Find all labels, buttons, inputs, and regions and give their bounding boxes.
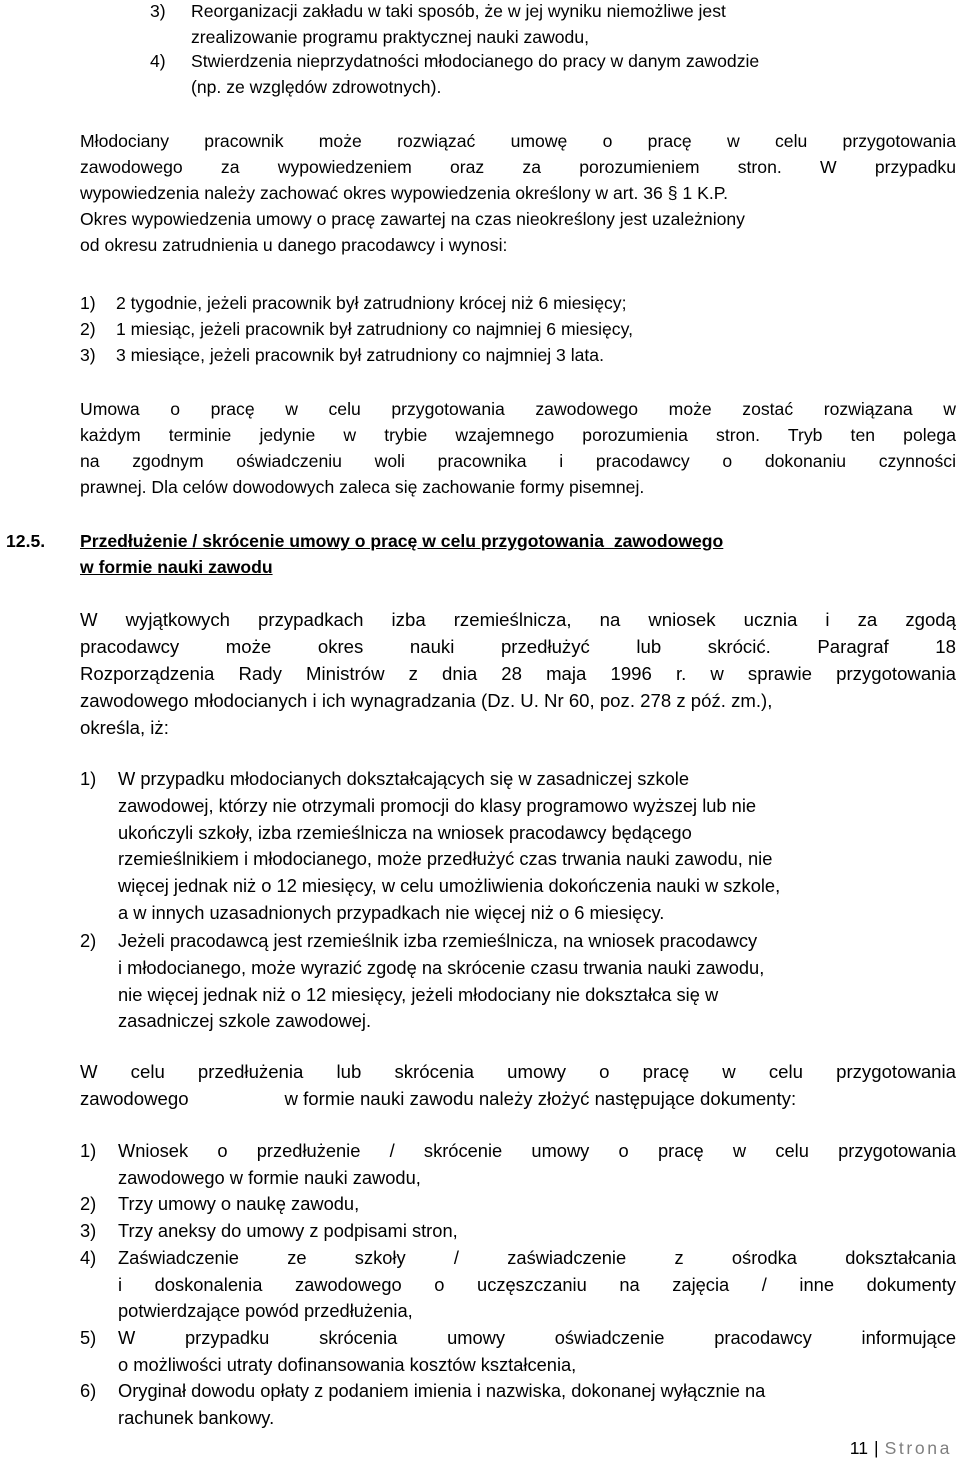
list-text: 2 tygodnie, jeżeli pracownik był zatrudniony krócej niż 6 miesięcy; <box>116 293 627 313</box>
paragraph-line: wypowiedzenia należy zachować okres wypowiedzenia określony w art. 36 § 1 K.P. <box>80 183 729 203</box>
paragraph-line: zawodowego w formie nauki zawodu należy złożyć następujące dokumenty: <box>80 1088 797 1109</box>
list-text-line: Jeżeli pracodawcą jest rzemieślnik izba rzemieślnicza, na wniosek pracodawcy <box>118 930 758 951</box>
list-text-line: i młodocianego, może wyrazić zgodę na skrócenie czasu trwania nauki zawodu, <box>118 956 765 978</box>
list-text-line: ukończyli szkoły, izba rzemieślnicza na wniosek pracodawcy będącego <box>118 821 692 843</box>
list-text: 1 miesiąc, jeżeli pracownik był zatrudniony co najmniej 6 miesięcy, <box>116 319 633 339</box>
list-number: 3) <box>80 1220 97 1241</box>
paragraph-line: na zgodnym oświadczeniu woli pracownika i pracodawcy o dokonaniu czynności <box>80 451 956 471</box>
list-text-line: Oryginał dowodu opłaty z podaniem imienia i nazwiska, dokonanej wyłącznie na <box>118 1380 766 1401</box>
paragraph-line: zawodowego za wypowiedzeniem oraz za porozumieniem stron. W przypadku <box>80 157 956 177</box>
paragraph-line: określa, iż: <box>80 717 169 738</box>
list-number: 5) <box>80 1327 97 1348</box>
list-text: 3 miesiące, jeżeli pracownik był zatrudniony co najmniej 3 lata. <box>116 345 604 365</box>
list-text-line: i doskonalenia zawodowego o uczęszczaniu na zajęcia / inne dokumenty <box>118 1273 956 1295</box>
paragraph-line: prawnej. Dla celów dowodowych zaleca się zachowanie formy pisemnej. <box>80 477 645 497</box>
list-number: 4) <box>150 51 166 71</box>
list-text-line: rachunek bankowy. <box>118 1406 275 1428</box>
list-text-line: Stwierdzenia nieprzydatności młodocianego do pracy w danym zawodzie <box>191 51 760 71</box>
list-text-line: o możliwości utraty dofinansowania kosztów kształcenia, <box>118 1353 577 1375</box>
list-text-line: W przypadku młodocianych dokształcających się w zasadniczej szkole <box>118 768 690 789</box>
section-number: 12.5. <box>6 531 46 551</box>
paragraph-line: W celu przedłużenia lub skrócenia umowy o pracę w celu przygotowania <box>80 1061 956 1082</box>
list-text-line: zawodowej, którzy nie otrzymali promocji do klasy programowo wyższej lub nie <box>118 794 757 816</box>
list-number: 1) <box>80 768 97 789</box>
paragraph-line: Umowa o pracę w celu przygotowania zawodowego może zostać rozwiązana w <box>80 399 956 419</box>
page-label: Strona <box>884 1438 952 1458</box>
paragraph-notice-period <box>80 128 956 258</box>
paragraph-line: Młodociany pracownik może rozwiązać umowę o pracę w celu przygotowania <box>80 131 956 151</box>
list-number: 1) <box>80 293 96 313</box>
section-title <box>80 528 956 580</box>
paragraph-line: W wyjątkowych przypadkach izba rzemieślnicza, na wniosek ucznia i za zgodą <box>80 609 956 630</box>
list-text-line: a w innych uzasadnionych przypadkach nie więcej niż o 6 miesięcy. <box>118 901 665 923</box>
list-number: 1) <box>80 1140 97 1161</box>
section-title-line: w formie nauki zawodu <box>80 557 273 577</box>
footer-separator: | <box>873 1438 879 1458</box>
list-text-line: rzemieślnikiem i młodocianego, może przedłużyć czas trwania nauki zawodu, nie <box>118 848 773 870</box>
paragraph-mutual-termination <box>80 396 956 500</box>
paragraph-documents-intro <box>80 1058 956 1112</box>
paragraph-line: zawodowego młodocianych i ich wynagradzania (Dz. U. Nr 60, poz. 278 z póź. zm.), <box>80 690 773 711</box>
paragraph-line: każdym terminie jedynie w trybie wzajemnego porozumienia stron. Tryb ten polega <box>80 425 956 445</box>
paragraph-line: od okresu zatrudnienia u danego pracodawcy i wynosi: <box>80 235 508 255</box>
list-text-line: nie więcej jednak niż o 12 miesięcy, jeżeli młodociany nie dokształca się w <box>118 983 719 1005</box>
list-text-line: Reorganizacji zakładu w taki sposób, że w jej wyniku niemożliwe jest <box>191 1 726 21</box>
list-text-line: W przypadku skrócenia umowy oświadczenie pracodawcy informujące <box>118 1327 956 1348</box>
section-title-line: Przedłużenie / skrócenie umowy o pracę w celu przygotowania zawodowego <box>80 531 724 551</box>
list-text-line: Trzy umowy o naukę zawodu, <box>118 1193 360 1214</box>
paragraph-extension-rules <box>80 606 956 741</box>
list-text-line: zawodowego w formie nauki zawodu, <box>118 1166 421 1188</box>
list-number: 4) <box>80 1247 97 1268</box>
list-number: 6) <box>80 1380 97 1401</box>
list-number: 2) <box>80 319 96 339</box>
list-text-line: Zaświadczenie ze szkoły / zaświadczenie z ośrodka dokształcania <box>118 1247 956 1268</box>
list-text-line: potwierdzające powód przedłużenia, <box>118 1300 413 1321</box>
list-text-line: więcej jednak niż o 12 miesięcy, w celu umożliwienia dokończenia nauki w szkole, <box>118 875 781 897</box>
list-text-line: Trzy aneksy do umowy z podpisami stron, <box>118 1220 458 1241</box>
list-text-line: zasadniczej szkole zawodowej. <box>118 1010 372 1032</box>
list-number: 3) <box>80 345 96 365</box>
paragraph-line: Rozporządzenia Rady Ministrów z dnia 28 maja 1996 r. w sprawie przygotowania <box>80 663 956 684</box>
list-number: 3) <box>150 1 166 21</box>
paragraph-line: pracodawcy może okres nauki przedłużyć lub skrócić. Paragraf 18 <box>80 636 956 657</box>
list-text-line: (np. ze względów zdrowotnych). <box>191 77 442 97</box>
list-number: 2) <box>80 930 97 951</box>
list-text-line: Wniosek o przedłużenie / skrócenie umowy o pracę w celu przygotowania <box>118 1140 956 1161</box>
paragraph-line: Okres wypowiedzenia umowy o pracę zawartej na czas nieokreślony jest uzależniony <box>80 209 745 229</box>
page-footer <box>850 1436 952 1460</box>
list-number: 2) <box>80 1193 97 1214</box>
list-text-line: zrealizowanie programu praktycznej nauki zawodu, <box>191 27 590 47</box>
page-number: 11 <box>849 1438 868 1458</box>
